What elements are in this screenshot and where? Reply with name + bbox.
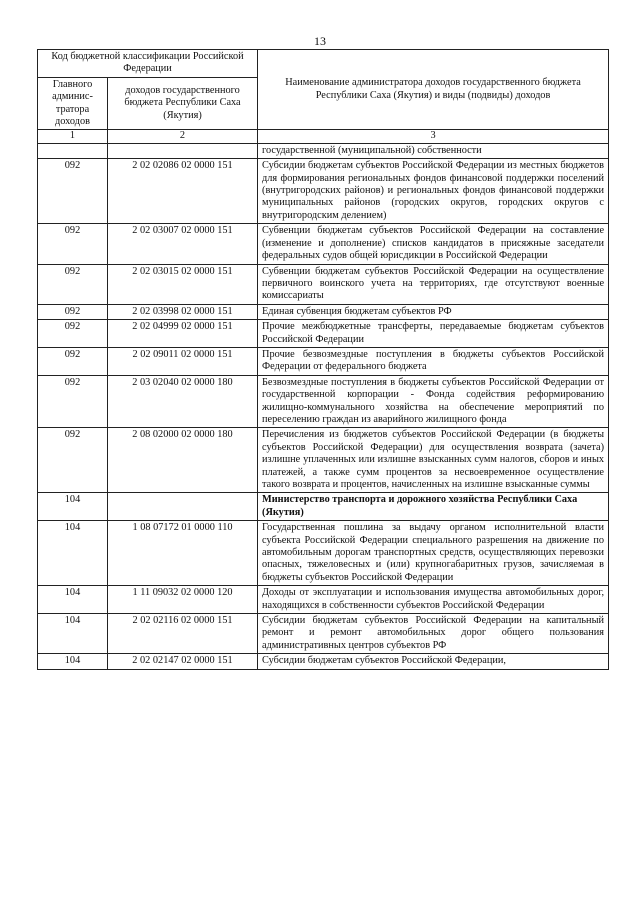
administrator-code-cell: 104 — [38, 614, 108, 654]
table-row — [38, 614, 609, 654]
income-name-cell: Единая субвенция бюджетам субъектов РФ — [258, 304, 609, 319]
income-code-cell: 2 03 02040 02 0000 180 — [108, 375, 258, 428]
income-code-cell: 1 11 09032 02 0000 120 — [108, 586, 258, 614]
income-name-cell: Безвозмездные поступления в бюджеты субъектов Российской Федерации от государственной корпорации - Фонда содействия реформированию жилищно-коммунального хозяйства на обеспечение мероприятий по переселению граждан из аварийного жилищного фонда — [258, 375, 609, 428]
administrator-code-cell: 092 — [38, 304, 108, 319]
income-name-cell: Перечисления из бюджетов субъектов Российской Федерации (в бюджеты субъектов Российской Федерации) для осуществления возврата (зачета) излишне уплаченных или излишне взысканных сумм налогов, сборов и иных платежей, а также сумм процентов за несвоевременное осуществление такого возврата и процентов, начисленных на излишне взысканные суммы — [258, 428, 609, 493]
ministry-row — [38, 493, 609, 521]
header-administrator-name: Наименование администратора доходов государственного бюджета Республики Саха (Якутия) и виды (подвиды) доходов — [258, 50, 609, 130]
income-name-cell: Субсидии бюджетам субъектов Российской Федерации на капитальный ремонт и ремонт автомобильных дорог общего пользования административных центров субъектов РФ — [258, 614, 609, 654]
page-number: 13 — [314, 34, 326, 48]
administrator-code-cell: 092 — [38, 264, 108, 304]
income-code-cell — [108, 143, 258, 158]
administrator-code-cell: 104 — [38, 493, 108, 521]
income-code-cell — [108, 493, 258, 521]
table-row — [38, 428, 609, 493]
income-code-cell: 2 02 03015 02 0000 151 — [108, 264, 258, 304]
administrator-code-cell: 092 — [38, 428, 108, 493]
income-name-cell: Доходы от эксплуатации и использования имущества автомобильных дорог, находящихся в собственности субъектов Российской Федерации — [258, 586, 609, 614]
income-code-cell: 1 08 07172 01 0000 110 — [108, 521, 258, 586]
table-row — [38, 586, 609, 614]
income-code-cell: 2 02 04999 02 0000 151 — [108, 320, 258, 348]
income-code-cell: 2 02 02147 02 0000 151 — [108, 654, 258, 669]
income-code-cell: 2 02 02116 02 0000 151 — [108, 614, 258, 654]
budget-classification-table — [37, 49, 609, 670]
income-code-cell: 2 02 03998 02 0000 151 — [108, 304, 258, 319]
table-row — [38, 159, 609, 224]
table-row — [38, 654, 609, 669]
income-name-cell: Субсидии бюджетам субъектов Российской Федерации, — [258, 654, 609, 669]
income-name-cell: Субвенции бюджетам субъектов Российской Федерации на составление (изменение и дополнение) списков кандидатов в присяжные заседатели федеральных судов общей юрисдикции в Российской Федерации — [258, 224, 609, 264]
income-code-cell: 2 02 02086 02 0000 151 — [108, 159, 258, 224]
column-number-2: 2 — [108, 130, 258, 143]
table-row — [38, 143, 609, 158]
column-number-1: 1 — [38, 130, 108, 143]
table-row — [38, 347, 609, 375]
table-row — [38, 304, 609, 319]
table-body — [38, 143, 609, 669]
income-name-cell: Субвенции бюджетам субъектов Российской Федерации на осуществление первичного воинского учета на территориях, где отсутствуют военные комиссариаты — [258, 264, 609, 304]
income-code-cell: 2 02 09011 02 0000 151 — [108, 347, 258, 375]
header-income-code: доходов государственного бюджета Республики Саха (Якутия) — [108, 77, 258, 130]
income-name-cell: Государственная пошлина за выдачу органом исполнительной власти субъекта Российской Федерации специального разрешения на движение по автомобильным дорогам транспортных средств, осуществляющих перевозки опасных, тяжеловесных и (или) крупногабаритных грузов, зачисляемая в бюджеты субъектов Российской Федерации — [258, 521, 609, 586]
administrator-code-cell: 092 — [38, 347, 108, 375]
header-main-administrator: Главного админис-тратора доходов — [38, 77, 108, 130]
administrator-code-cell: 092 — [38, 375, 108, 428]
administrator-code-cell: 092 — [38, 224, 108, 264]
table-row — [38, 264, 609, 304]
income-name-cell: Субсидии бюджетам субъектов Российской Федерации из местных бюджетов для формирования региональных фондов финансовой поддержки поселений (внутригородских районов) и региональных фондов финансовой поддержки муниципальных районов (городских округов, городских округов с внутригородским делением) — [258, 159, 609, 224]
administrator-code-cell: 104 — [38, 654, 108, 669]
table-row — [38, 224, 609, 264]
table-row — [38, 375, 609, 428]
income-name-cell: Прочие безвозмездные поступления в бюджеты субъектов Российской Федерации от федерального бюджета — [258, 347, 609, 375]
column-number-3: 3 — [258, 130, 609, 143]
table-row — [38, 320, 609, 348]
administrator-code-cell: 092 — [38, 320, 108, 348]
administrator-code-cell — [38, 143, 108, 158]
income-name-cell: Министерство транспорта и дорожного хозяйства Республики Саха (Якутия) — [258, 493, 609, 521]
administrator-code-cell: 104 — [38, 586, 108, 614]
administrator-code-cell: 092 — [38, 159, 108, 224]
header-classification-code: Код бюджетной классификации Российской Федерации — [38, 50, 258, 78]
income-code-cell: 2 08 02000 02 0000 180 — [108, 428, 258, 493]
administrator-code-cell: 104 — [38, 521, 108, 586]
income-name-cell: Прочие межбюджетные трансферты, передаваемые бюджетам субъектов Российской Федерации — [258, 320, 609, 348]
income-name-cell: государственной (муниципальной) собственности — [258, 143, 609, 158]
table-row — [38, 521, 609, 586]
income-code-cell: 2 02 03007 02 0000 151 — [108, 224, 258, 264]
